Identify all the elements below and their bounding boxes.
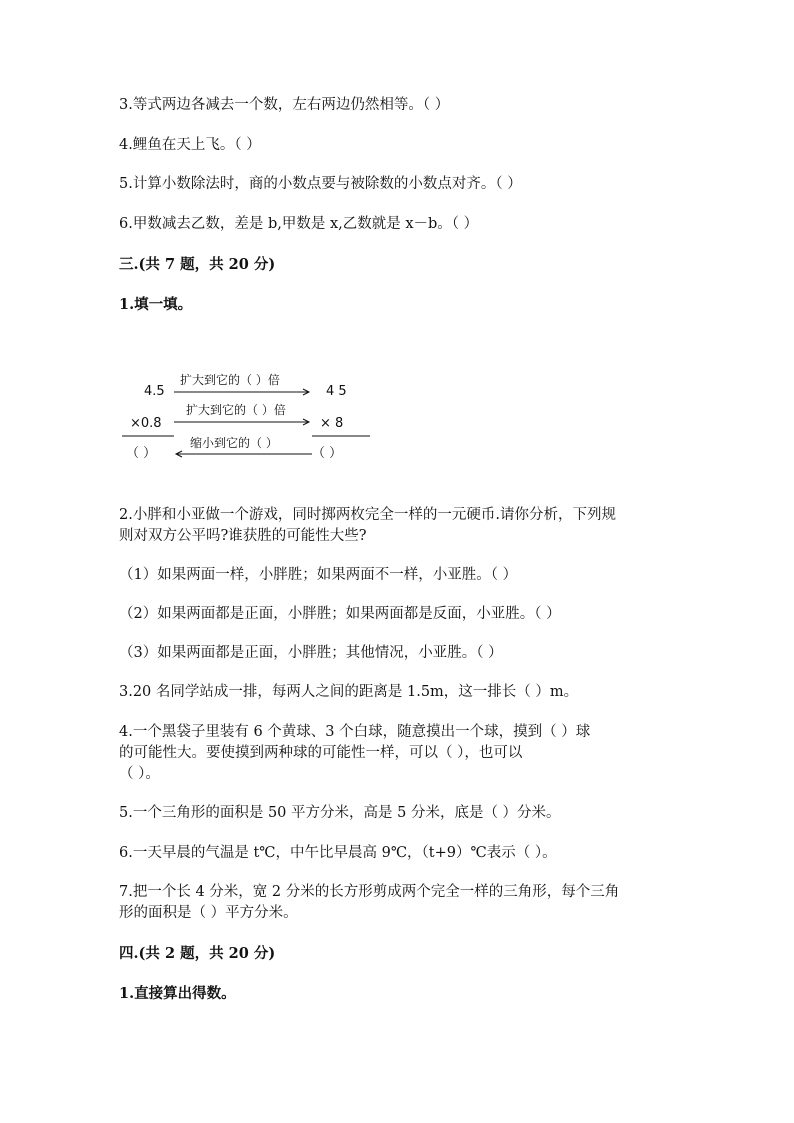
q2-sub-2: （2）如果两面都是正面，小胖胜；如果两面都是反面，小亚胜。（ ） bbox=[119, 606, 561, 622]
diagram-num2: 4 5 bbox=[326, 384, 347, 399]
section-3-header: 三.(共 7 题，共 20 分) bbox=[119, 256, 276, 273]
multiplication-diagram bbox=[118, 368, 388, 468]
q7-line-1: 7.把一个长 4 分米，宽 2 分米的长方形剪成两个完全一样的三角形，每个三角 bbox=[119, 884, 620, 900]
q2-sub-3: （3）如果两面都是正面，小胖胜；其他情况，小亚胜。（ ） bbox=[119, 645, 503, 661]
arrow3-label: 缩小到它的（ ） bbox=[190, 436, 278, 450]
q3: 3.20 名同学站成一排，每两人之间的距离是 1.5m，这一排长（ ）m。 bbox=[119, 684, 579, 700]
q4-line-1: 4.一个黑袋子里装有 6 个黄球、3 个白球，随意摸出一个球，摸到（ ）球 bbox=[119, 724, 591, 740]
q2-line-1: 2.小胖和小亚做一个游戏，同时掷两枚完全一样的一元硬币.请你分析，下列规 bbox=[119, 507, 616, 523]
q6: 6.一天早晨的气温是 t℃，中午比早晨高 9℃，（t+9）℃表示（ ）。 bbox=[119, 845, 557, 861]
section-4-header: 四.(共 2 题，共 20 分) bbox=[119, 945, 276, 962]
q2-line-2: 则对双方公平吗?谁获胜的可能性大些? bbox=[119, 528, 367, 544]
item-5: 5.计算小数除法时，商的小数点要与被除数的小数点对齐。（ ） bbox=[119, 176, 522, 192]
q7-line-2: 形的面积是（ ）平方分米。 bbox=[119, 905, 298, 921]
q4-line-3: （ ）。 bbox=[119, 766, 160, 782]
diagram-mul1: ×0.8 bbox=[130, 416, 162, 431]
item-6: 6.甲数减去乙数，差是 b,甲数是 x,乙数就是 x－b。（ ） bbox=[119, 216, 479, 232]
q1-fill-text: 1.填一填。 bbox=[119, 296, 193, 313]
q4-line-2: 的可能性大。要使摸到两种球的可能性一样，可以（ ），也可以 bbox=[119, 745, 523, 761]
arrow1-label: 扩大到它的（ ）倍 bbox=[180, 373, 280, 387]
diagram-num1: 4.5 bbox=[144, 384, 165, 399]
diagram-result-right: （ ） bbox=[312, 446, 343, 461]
arrow2-label: 扩大到它的（ ）倍 bbox=[186, 403, 286, 417]
item-4: 4.鲤鱼在天上飞。（ ） bbox=[119, 137, 261, 153]
diagram-result-left: （ ） bbox=[126, 446, 157, 461]
q2-sub-1: （1）如果两面一样，小胖胜；如果两面不一样，小亚胜。（ ） bbox=[119, 567, 518, 583]
q5: 5.一个三角形的面积是 50 平方分米，高是 5 分米，底是（ ）分米。 bbox=[119, 805, 561, 821]
section-4-q1: 1.直接算出得数。 bbox=[119, 985, 236, 1002]
item-3: 3.等式两边各减去一个数，左右两边仍然相等。（ ） bbox=[119, 97, 450, 113]
diagram-mul2: × 8 bbox=[320, 416, 344, 431]
